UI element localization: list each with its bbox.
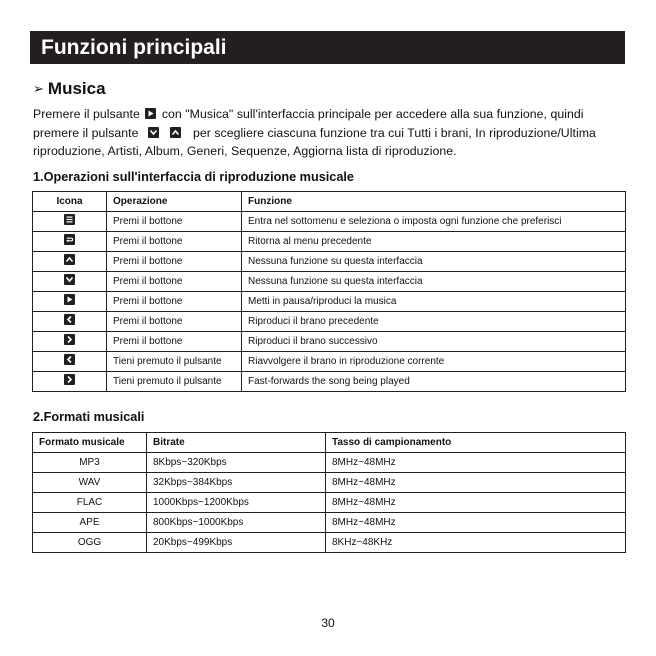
sample-rate-cell: 8KHz~48KHz — [326, 533, 626, 553]
bitrate-cell: 20Kbps~499Kbps — [147, 533, 326, 553]
intro-text-2a: premere il pulsante — [33, 125, 139, 140]
function-cell: Riproduci il brano successivo — [242, 332, 626, 352]
table-header-row — [33, 192, 626, 212]
table-row — [33, 473, 626, 493]
operation-cell: Tieni premuto il pulsante — [107, 372, 242, 392]
table-header-row — [33, 433, 626, 453]
function-cell: Metti in pausa/riproduci la musica — [242, 292, 626, 312]
sample-rate-cell: 8MHz~48MHz — [326, 513, 626, 533]
icon-cell — [33, 312, 107, 332]
operation-cell: Premi il bottone — [107, 212, 242, 232]
icon-cell — [33, 332, 107, 352]
operations-table — [32, 191, 626, 392]
intro-text-1b: con "Musica" sull'interfaccia principale per accedere alla sua funzione, quindi — [161, 107, 584, 121]
icon-cell — [33, 292, 107, 312]
intro-paragraph — [33, 105, 633, 161]
function-cell: Nessuna funzione su questa interfaccia — [242, 272, 626, 292]
intro-text-2b: per scegliere ciascuna funzione tra cui Tutti i brani, In riproduzione/Ultima — [192, 125, 596, 140]
bullet-arrow-icon: ➢ — [33, 81, 44, 96]
intro-line-3: riproduzione, Artisti, Album, Generi, Sequenze, Aggiorna lista di riproduzione. — [33, 144, 457, 158]
bitrate-cell: 32Kbps~384Kbps — [147, 473, 326, 493]
operation-cell: Premi il bottone — [107, 252, 242, 272]
table-row — [33, 352, 626, 372]
column-header: Icona — [33, 192, 107, 212]
icon-cell — [33, 232, 107, 252]
operation-cell: Premi il bottone — [107, 292, 242, 312]
section-heading — [33, 78, 106, 101]
format-cell: FLAC — [33, 493, 147, 513]
icon-cell — [33, 252, 107, 272]
function-cell: Fast-forwards the song being played — [242, 372, 626, 392]
next-icon — [64, 374, 75, 385]
table-row — [33, 453, 626, 473]
column-header: Operazione — [107, 192, 242, 212]
sample-rate-cell: 8MHz~48MHz — [326, 493, 626, 513]
function-cell: Ritorna al menu precedente — [242, 232, 626, 252]
table-row — [33, 332, 626, 352]
intro-line-2 — [33, 124, 633, 143]
table-row — [33, 232, 626, 252]
operation-cell: Premi il bottone — [107, 312, 242, 332]
function-cell: Entra nel sottomenu e seleziona o imposta ogni funzione che preferisci — [242, 212, 626, 232]
operation-cell: Premi il bottone — [107, 332, 242, 352]
bitrate-cell: 8Kbps~320Kbps — [147, 453, 326, 473]
table-row — [33, 292, 626, 312]
play-icon — [145, 108, 156, 119]
intro-line-1 — [33, 105, 633, 124]
operation-cell: Premi il bottone — [107, 272, 242, 292]
column-header: Funzione — [242, 192, 626, 212]
bitrate-cell: 1000Kbps~1200Kbps — [147, 493, 326, 513]
page-number: 30 — [321, 616, 335, 630]
section-heading-text: Musica — [47, 79, 106, 98]
sample-rate-cell: 8MHz~48MHz — [326, 453, 626, 473]
operation-cell: Premi il bottone — [107, 232, 242, 252]
icon-cell — [33, 272, 107, 292]
table-row — [33, 212, 626, 232]
format-cell: WAV — [33, 473, 147, 493]
operation-cell: Tieni premuto il pulsante — [107, 352, 242, 372]
function-cell: Riavvolgere il brano in riproduzione corrente — [242, 352, 626, 372]
formats-table — [32, 432, 626, 553]
down-icon — [148, 127, 159, 138]
table-row — [33, 252, 626, 272]
prev-icon — [64, 314, 75, 325]
column-header: Tasso di campionamento — [326, 433, 626, 453]
table-row — [33, 312, 626, 332]
table-row — [33, 372, 626, 392]
format-cell: MP3 — [33, 453, 147, 473]
menu-icon — [64, 214, 75, 225]
play-icon — [64, 294, 75, 305]
return-icon — [64, 234, 75, 245]
table-row — [33, 533, 626, 553]
bitrate-cell: 800Kbps~1000Kbps — [147, 513, 326, 533]
table-row — [33, 493, 626, 513]
function-cell: Riproduci il brano precedente — [242, 312, 626, 332]
icon-cell — [33, 352, 107, 372]
up-icon — [170, 127, 181, 138]
up-icon — [64, 254, 75, 265]
down-icon — [64, 274, 75, 285]
formats-table-heading: 2.Formati musicali — [33, 410, 145, 424]
ops-table-heading: 1.Operazioni sull'interfaccia di riproduzione musicale — [33, 170, 354, 184]
prev-icon — [64, 354, 75, 365]
column-header: Bitrate — [147, 433, 326, 453]
function-cell: Nessuna funzione su questa interfaccia — [242, 252, 626, 272]
table-row — [33, 272, 626, 292]
icon-cell — [33, 372, 107, 392]
sample-rate-cell: 8MHz~48MHz — [326, 473, 626, 493]
page-title: Funzioni principali — [30, 31, 625, 64]
format-cell: OGG — [33, 533, 147, 553]
icon-cell — [33, 212, 107, 232]
table-row — [33, 513, 626, 533]
next-icon — [64, 334, 75, 345]
format-cell: APE — [33, 513, 147, 533]
column-header: Formato musicale — [33, 433, 147, 453]
intro-text-1a: Premere il pulsante — [33, 107, 140, 121]
